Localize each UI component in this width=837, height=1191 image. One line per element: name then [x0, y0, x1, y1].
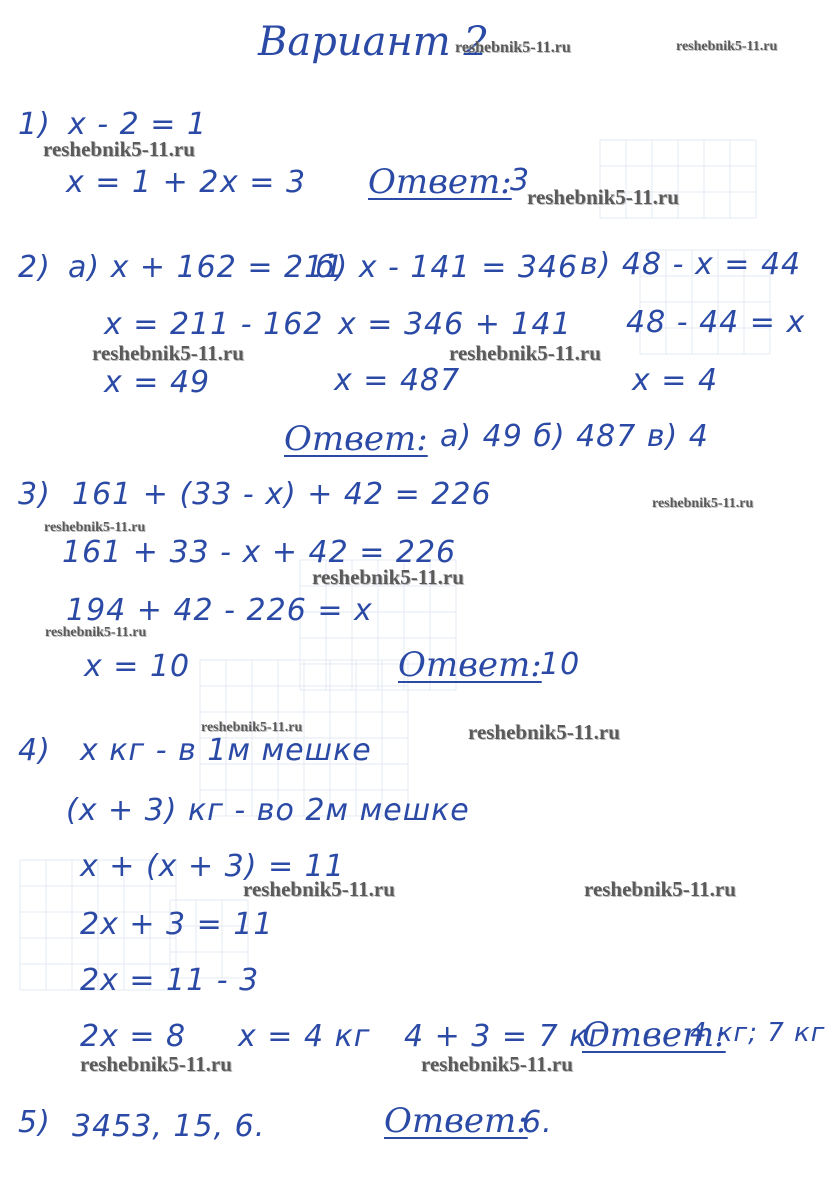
equation-line: 2x + 3 = 11: [80, 907, 274, 942]
watermark: reshebnik5-11.ru: [43, 137, 195, 161]
equation-line: 3453, 15, 6.: [72, 1109, 266, 1144]
task-number: 4): [18, 733, 51, 768]
watermark: reshebnik5-11.ru: [44, 520, 146, 535]
watermark: reshebnik5-11.ru: [92, 341, 244, 365]
equation-line: x + (x + 3) = 11: [80, 849, 345, 884]
equation-line: (x + 3) кг - во 2м мешке: [66, 793, 470, 828]
answer-value: а) 49 б) 487 в) 4: [440, 419, 709, 454]
equation-line: в) 48 - x = 44: [580, 247, 802, 282]
answer-label: Ответ:: [582, 1015, 726, 1055]
watermark: reshebnik5-11.ru: [243, 877, 395, 901]
answer-label: Ответ:: [368, 162, 512, 202]
task-number: 5): [18, 1105, 51, 1140]
equation-line: 161 + 33 - x + 42 = 226: [62, 535, 457, 570]
equation-line: 2x = 11 - 3: [80, 963, 260, 998]
watermark: reshebnik5-11.ru: [468, 720, 620, 744]
task-number: 1): [18, 107, 51, 142]
watermark: reshebnik5-11.ru: [45, 625, 147, 640]
watermark: reshebnik5-11.ru: [80, 1052, 232, 1076]
watermark: reshebnik5-11.ru: [527, 185, 679, 209]
equation-step: x = 4: [632, 363, 719, 398]
watermark: reshebnik5-11.ru: [455, 39, 571, 56]
equation-line: 2x = 8: [80, 1019, 187, 1054]
watermark: reshebnik5-11.ru: [652, 496, 754, 511]
equation-step: x = 49: [104, 365, 211, 400]
answer-value: 10: [540, 647, 581, 682]
page-title: Вариант 2: [258, 19, 489, 65]
watermark: reshebnik5-11.ru: [449, 341, 601, 365]
answer-value: 6.: [522, 1105, 553, 1140]
equation-line: 161 + (33 - x) + 42 = 226: [72, 477, 492, 512]
equation-line: x = 10: [84, 649, 191, 684]
answer-value: 4 кг; 7 кг: [690, 1018, 826, 1048]
equation-line: x = 4 кг: [238, 1019, 371, 1054]
equation-step: x = 487: [334, 363, 461, 398]
equation-line: 4 + 3 = 7 кг: [404, 1019, 606, 1054]
equation-line: x - 2 = 1: [68, 107, 208, 142]
equation-line: б) x - 141 = 346: [316, 250, 579, 285]
equation-step: x = 211 - 162: [104, 307, 324, 342]
answer-label: Ответ:: [384, 1101, 528, 1141]
answer-value: 3: [510, 163, 531, 198]
answer-label: Ответ:: [398, 645, 542, 685]
equation-step: 48 - 44 = x: [626, 305, 806, 340]
equation-line: x = 1 + 2: [66, 165, 220, 200]
equation-line: x кг - в 1м мешке: [80, 733, 372, 768]
equation-line: x = 3: [220, 165, 307, 200]
answer-label: Ответ:: [284, 419, 428, 459]
watermark: reshebnik5-11.ru: [312, 565, 464, 589]
watermark: reshebnik5-11.ru: [676, 39, 778, 54]
watermark: reshebnik5-11.ru: [584, 877, 736, 901]
task-number: 2): [18, 250, 51, 285]
watermark: reshebnik5-11.ru: [201, 720, 303, 735]
task-number: 3): [18, 477, 51, 512]
watermark: reshebnik5-11.ru: [421, 1052, 573, 1076]
equation-line: 194 + 42 - 226 = x: [66, 593, 373, 628]
equation-line: а) x + 162 = 211: [68, 250, 345, 285]
equation-step: x = 346 + 141: [338, 307, 572, 342]
